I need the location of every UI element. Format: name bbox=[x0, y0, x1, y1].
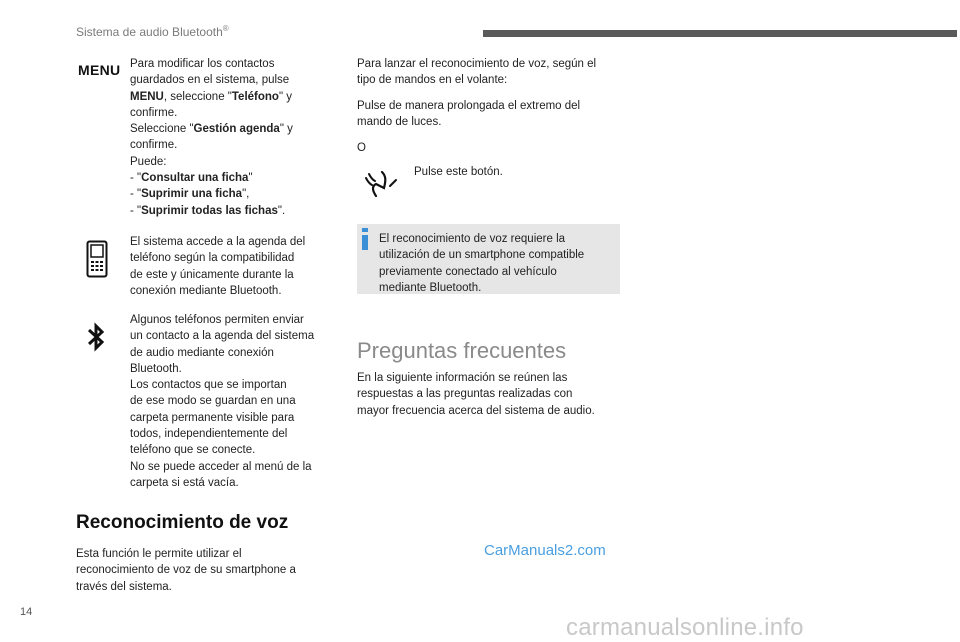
section-heading-faq: Preguntas frecuentes bbox=[357, 338, 567, 363]
phone-icon bbox=[86, 240, 108, 283]
voice-launch-intro: Para lanzar el reconocimiento de voz, según el tipo de mandos en el volante: bbox=[357, 58, 597, 87]
info-icon bbox=[361, 228, 369, 255]
list-item: - "Consultar una ficha" bbox=[130, 172, 253, 185]
list-item: - "Suprimir una ficha", bbox=[130, 188, 250, 201]
phone-agenda-note: El sistema accede a la agenda del teléfono según la compatibilidad de este y únicamente durante la conexión mediante Bluetooth. bbox=[130, 236, 306, 297]
info-text: El reconocimiento de voz requiere la utilización de un smartphone compatible previamente conectado al vehículo mediante Bluetooth. bbox=[379, 233, 585, 294]
list-item: - "Suprimir todas las fichas". bbox=[130, 204, 286, 217]
faq-description: En la siguiente información se reúnen las respuestas a las preguntas realizadas con mayor frecuencia acerca del sistema de audio. bbox=[357, 372, 595, 417]
menu-icon: MENU bbox=[78, 62, 121, 78]
section-heading-voz: Reconocimiento de voz bbox=[76, 512, 289, 533]
menu-instructions: Para modificar los contactos guardados en el sistema, pulse MENU, seleccione "Teléfono" y confirme. Seleccione "Gestión agenda" y confirme. Puede: - "Consultar una ficha" - "Suprimir una ficha", - "Suprimir todas las fichas". bbox=[130, 56, 345, 219]
bluetooth-icon bbox=[86, 322, 106, 357]
voice-launch-press: Pulse de manera prolongada el extremo del mando de luces. bbox=[357, 100, 581, 129]
header-title: Sistema de audio Bluetooth® bbox=[76, 24, 229, 39]
button-instruction: Pulse este botón. bbox=[414, 166, 503, 178]
watermark-logo: CarManuals2.com bbox=[484, 542, 606, 559]
or-label: O bbox=[357, 142, 366, 154]
voz-description: Esta función le permite utilizar el reconocimiento de voz de su smartphone a través del sistema. bbox=[76, 548, 296, 593]
bluetooth-contacts-note: Algunos teléfonos permiten enviar un contacto a la agenda del sistema de audio mediante conexión Bluetooth. Los contactos que se importan de ese modo se guardan en una carpeta permanente visible para todos, independientemente del teléfono que se conecte. No se puede acceder al menú de la carpeta si está vacía. bbox=[130, 314, 315, 489]
watermark-footer: carmanualsonline.info bbox=[566, 614, 804, 641]
header-rule bbox=[483, 30, 957, 37]
page-number: 14 bbox=[20, 606, 33, 618]
voice-command-icon bbox=[362, 166, 402, 203]
